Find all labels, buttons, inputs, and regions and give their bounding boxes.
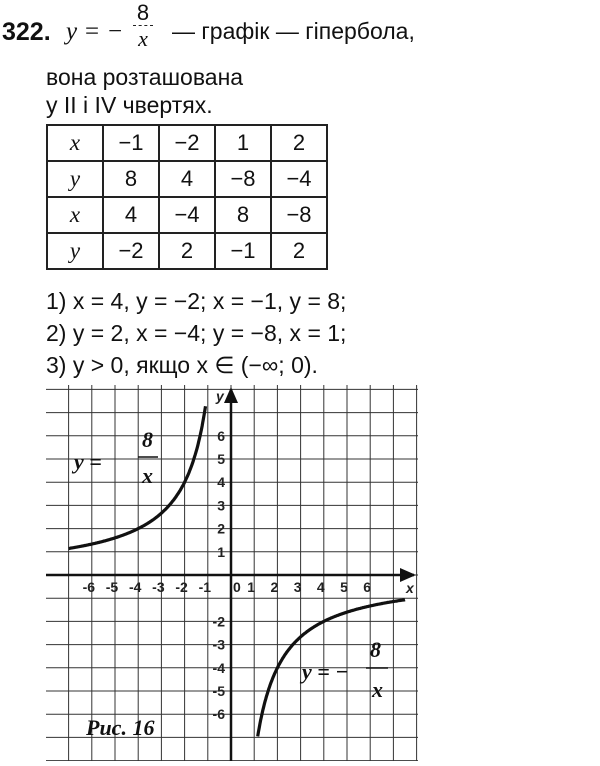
x-tick-label: -3 (152, 579, 165, 595)
x-tick-label: 2 (270, 579, 279, 595)
formula-fraction (131, 1, 155, 52)
left-curve-label-lhs: y = (74, 449, 102, 474)
statement-line-3: у II і IV чвертях. (46, 92, 213, 118)
origin-label: 0 (233, 579, 241, 595)
table-row (47, 161, 327, 197)
answer-2: 2) y = 2, x = −4; y = −8, x = 1; (46, 320, 347, 346)
y-tick-label: -6 (212, 706, 225, 723)
y-tick-label: -4 (212, 659, 225, 676)
table-cell: −8 (271, 197, 327, 233)
table-cell: −8 (215, 161, 271, 197)
y-tick-label: 6 (217, 427, 225, 444)
table-cell: −2 (103, 233, 159, 269)
table-cell: −1 (103, 125, 159, 161)
x-tick-label: 4 (316, 579, 325, 595)
table-cell: −2 (159, 125, 215, 161)
x-tick-label: -5 (105, 579, 119, 595)
table-cell: 8 (103, 161, 159, 197)
y-tick-label: 4 (217, 474, 225, 491)
right-curve-label-den: x (372, 677, 383, 702)
x-tick-label: -2 (175, 579, 188, 595)
table-cell: y (47, 233, 103, 269)
x-tick-label: -4 (128, 579, 142, 595)
y-tick-label: 1 (217, 543, 225, 560)
y-tick-label: -2 (212, 613, 225, 630)
table-cell: −1 (215, 233, 271, 269)
table-cell: 1 (215, 125, 271, 161)
answer-3: 3) y > 0, якщо x ∈ (−∞; 0). (46, 352, 318, 378)
formula-lhs: y = − (66, 18, 124, 45)
answer-1: 1) x = 4, y = −2; x = −1, y = 8; (46, 288, 347, 314)
values-table (46, 124, 328, 270)
problem-number: 322. (2, 18, 51, 46)
table-cell: x (47, 125, 103, 161)
table-cell: 2 (159, 233, 215, 269)
x-tick-label: 6 (363, 579, 372, 595)
curves (69, 406, 405, 736)
table-cell: −4 (159, 197, 215, 233)
table-row (47, 197, 327, 233)
x-tick-label: 3 (293, 579, 302, 595)
table-cell: 8 (215, 197, 271, 233)
statement-line-1: — графік — гіпербола, (172, 18, 415, 44)
table-row (47, 125, 327, 161)
table-cell: 4 (103, 197, 159, 233)
tick-labels (83, 388, 415, 722)
y-tick-label: 5 (217, 451, 225, 467)
x-tick-label: 5 (340, 579, 348, 595)
table-cell: −4 (271, 161, 327, 197)
y-tick-label: 3 (217, 497, 225, 514)
left-curve-label-den: x (142, 463, 153, 488)
fraction-numerator: 8 (136, 0, 150, 25)
y-tick-label: -3 (212, 636, 225, 653)
table-row (47, 233, 327, 269)
x-axis-label: x (406, 580, 414, 596)
hyperbola-graph (46, 385, 418, 761)
x-tick-label: 1 (247, 579, 256, 595)
right-curve-label-num: 8 (370, 637, 381, 662)
axes (46, 387, 416, 761)
table-cell: x (47, 197, 103, 233)
y-axis-label: y (216, 388, 224, 404)
x-tick-label: -6 (82, 579, 96, 595)
table-cell: 2 (271, 233, 327, 269)
x-tick-label: -1 (198, 579, 212, 595)
figure-caption: Рис. 16 (86, 715, 155, 740)
right-curve-label-lhs: y = − (302, 659, 349, 684)
fraction-denominator: x (138, 26, 148, 51)
table-cell: 2 (271, 125, 327, 161)
y-tick-label: -5 (212, 683, 225, 699)
statement-line-2: вона розташована (46, 64, 244, 90)
y-tick-label: 2 (217, 520, 225, 537)
table-cell: y (47, 161, 103, 197)
left-curve-label-num: 8 (142, 427, 153, 452)
table-cell: 4 (159, 161, 215, 197)
